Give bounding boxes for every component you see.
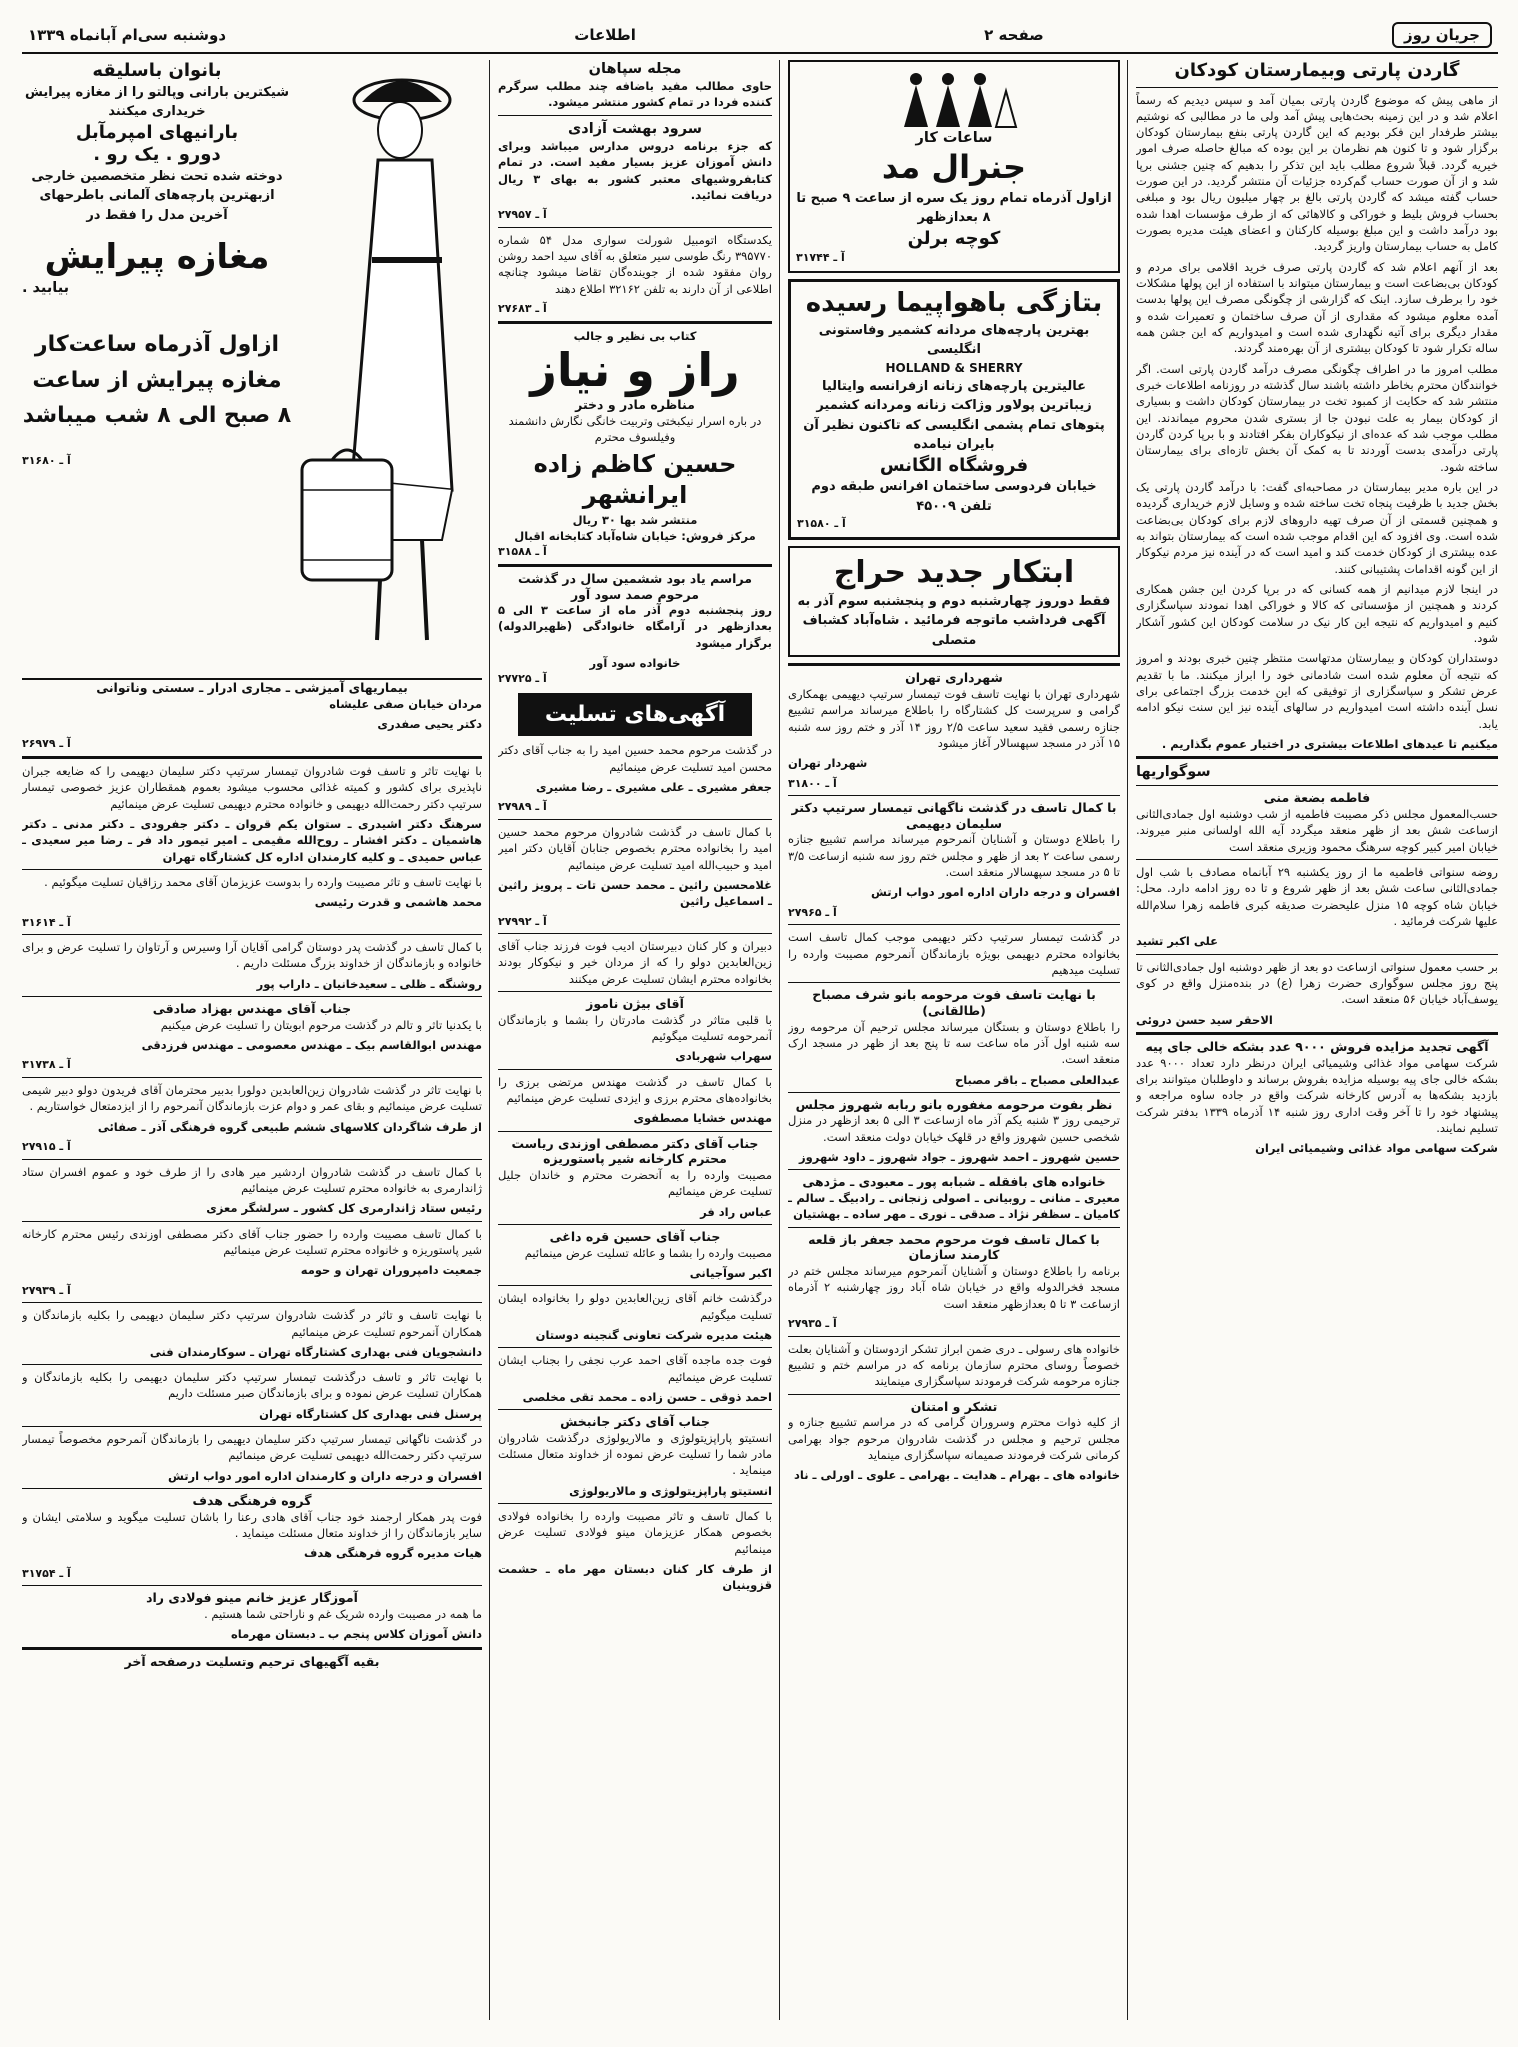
condolence-sign: انستیتو پاراپزیتولوژی و مالاریولوژی [569,1483,772,1498]
continued-footer: بقیه آگهیهای ترحیم وتسلیت درصفحه آخر [124,1653,380,1669]
condolence-body: فوت جده ماجده آقای احمد عرب نجفی را بجناب ایشان تسلیت عرض مینمائیم [498,1353,772,1384]
editorial-para: در این باره مدیر بیمارستان در مصاحبه‌ای گفت: با درآمد گاردن پارتی یک بخش جدید با ظرفیت پنجاه تخت ساخته شده و وسایل لازم خریداری گردیده و همچنین قسمتی از آن صرف تهیه داروهای لازم برای کودکان بی‌بضاعت شده است. وی افزود که این اقدام موجب شده است که بیمارستان بتواند به عده بیشتری از کودکان خدمت کند و امید است که در آینده نیز مردم نیکوکار از این گونه اقدامات پشتیبانی کنند. [1136,480,1498,576]
condolence-body: ما همه در مصیبت وارده شریک غم و ناراحتی شما هستیم . [204,1606,482,1621]
memorial-title: مراسم یاد بود ششمین سال در گذشت مرحوم صمد سود آور [518,570,752,602]
notice-title: خانواده های بافقله ـ شبابه پور ـ معبودی ـ مژدهی [802,1174,1106,1190]
condolence-body: با نهایت تاسف و تاثر در گذشت شادروان سرتیپ دکتر سلیمان دیهیمی را بکلیه بازماندگان و همکاران آنمرحوم تسلیت عرض مینمائیم [22,1308,482,1339]
ad-ref: آ ـ ۲۷۹۳۹ [22,1283,71,1297]
ad-ref: آ ـ ۲۷۹۹۲ [498,914,547,928]
ad-line: دورو . یک رو . [93,144,221,165]
condolence-title: جناب آقای مهندس بهزاد صادقی [152,1001,352,1017]
ad-line: زیباترین پولاور وژاکت زنانه ومردانه کشمیر [816,398,1092,414]
ad-ref: آ ـ ۲۷۹۵۷ [498,208,547,222]
auction-body: شرکت سهامی مواد غذائی وشیمیائی ایران درنظر دارد تعداد ۹۰۰۰ عدد بشکه خالی جای پیه بوسیله مزایده بفروش برساند و داوطلبان میتوانند برای بازدید بشکه‌ها به آدرس کارخانه شرکت واقع در جاده ساوه مراجعه و پیشنهاد خود را تا آخر وقت اداری روز شنبه ۱۴ آذرماه ۱۳۳۹ بدفتر شرکت تسلیم نمایند. [1136,1055,1498,1135]
editorial-para: بعد از آنهم اعلام شد که گاردن پارتی صرف خرید اقلامی برای مردم و کودکان بی‌بضاعت است و بیمارستان میتواند با استفاده از این پولها مشکلات خود را برطرف سازد. اینک که گزارشی از چگونگی مصرف این پولها بدست آمده معلوم میشود که مقداری از آن صرف ساختمان و تعمیرات شده و مقدار دیگری برای آتیه نگهداری شده است و امیدواریم که این جشن همه ساله تکرار شود تا کودکان بیشتری از آن بهره‌مند گردند. [1136,259,1498,356]
ad-line: بارانیهای امپرمآبل [75,121,239,143]
condolence-body: انستیتو پاراپزیتولوژی و مالاریولوژی درگذشت شادروان مادر شما را تسلیت عرض نموده از خداوند متعال مسئلت مینماید . [498,1430,772,1478]
ad-ref: آ ـ ۲۷۷۲۵ [498,672,547,686]
notice-ref: آ ـ ۲۷۹۳۵ [788,1316,837,1330]
general-mode-ad [788,60,1120,273]
notice-title: شهرداری تهران [905,670,1003,686]
editorial-para: مطلب امروز ما در اطراف چگونگی مصرف درآمد گاردن پارتی است. اگر خوانندگان محترم بخاطر داشته باشند سال گذشته در روزنامه اطلاعات خبری منتشر شد که حکایت از کمبود تخت در بیمارستان کودکان داشت و بسیاری از کودکان بیمار به علت نبودن جا از بستری شدن محروم میماندند. این مطلب موجب شد که عده‌ای از نیکوکاران بفکر افتادند و با برپا کردن گاردن پارتی درآمدی بدست آوردند تا به کمک آن بخش تازه‌ای برای بیمارستان ساخته شود. [1136,361,1498,474]
condolence-sign: عباس راد فر [700,1204,772,1219]
lost-car-notice: یکدستگاه اتومبیل شورلت سواری مدل ۵۴ شماره ۳۹۵۷۷۰ رنگ طوسی سیر متعلق به آقای سید احمد روشن روان مفقود شده از جوینده‌گان تقاضا میشود چنانچه اطلاعی از آن دارند به تلفن ۳۲۱۶۲ اطلاع دهند [498,232,772,296]
condolence-body: با یکدنیا تاثر و تالم در گذشت مرحوم ابویتان را تسلیت عرض میکنیم [160,1017,482,1032]
ad-line: بهترین پارچه‌های مردانه کشمیر وفاستونی انگلیسی [818,322,1090,358]
condolence-sign: روشنگه ـ ظلی ـ سعیدخانیان ـ داراب پور [256,976,482,991]
notice-body: برنامه را باطلاع دوستان و آشنایان آنمرحوم میرساند مجلس ختم در مسجد فخرالدوله واقع در خیابان شاه آباد روز چهارشنبه ۲ آذرماه ازساعت ۳ تا ۵ بعدازظهر منعقد است [788,1264,1120,1311]
issue-date: دوشنبه سی‌ام آبانماه ۱۳۳۹ [28,26,227,44]
sale-ad [788,546,1120,658]
ad-ref: آ ـ ۲۶۹۷۹ [22,737,71,751]
condolence-body: در گذشت ناگهانی تیمسار سرتیپ دکتر سلیمان دیهیمی را بازماندگان آنمرحوم مخصوصاً تیمسار سرتیپ دکتر رحمت‌الله دیهیمی تسلیت عرض مینمائیم [22,1432,482,1463]
ad-ref: آ ـ ۳۱۶۸۰ [22,453,71,467]
ad-body: فقط دوروز چهارشنبه دوم و پنجشنبه سوم آذر به آگهی فرداشب ماتوجه فرمائید . شاه‌آباد کشباف متصلی [797,593,1111,648]
mourning-notice: حسب‌المعمول مجلس ذکر مصیبت فاطمیه از شب دوشنبه اول جمادی‌الثانی ازساعت شش بعد از ظهر منعقد میگردد آیه الله اولسانی منبر میروند. خیابان امیر کبیر کوچه سرهنگ محمود وزیری منعقد است [1136,807,1498,854]
condolence-title: گروه فرهنگی هدف [192,1493,312,1509]
ad-title: بتازگی باهواپیما رسیده [805,287,1103,318]
notice-title: با نهایت تاسف فوت مرحومه بانو شرف مصباح (طالقانی) [812,987,1096,1018]
condolence-sign: از طرف کار کنان دبستان مهر ماه ـ حشمت قزوینیان [498,1562,772,1593]
magazine-body: حاوی مطالب مفید باضافه چند مطلب سرگرم کننده فردا در تمام کشور منتشر میشود. [498,79,772,110]
condolence-body: با کمال تاسف مصیبت وارده را حضور جناب آقای دکتر مصطفی اوزندی رئیس محترم کارخانه شیر پاستوریزه و خانواده محترم تسلیت عرض مینمائیم [22,1226,482,1257]
condolence-body: با نهایت تاثر و تاسف درگذشت تیمسار سرتیپ دکتر سلیمان دیهیمی را بکلیه بازماندگان و همکاران تسلیت عرض نموده و برای بازماندگان صبر مسئلت داریم [22,1370,482,1401]
ad-store: مغازه پیرایش [44,237,270,277]
fashion-figures-icon [884,67,1024,129]
notice-ref: آ ـ ۲۷۹۶۵ [788,905,837,919]
ad-ref: آ ـ ۲۷۶۸۳ [498,302,547,316]
editorial-para: دوستداران کودکان و بیمارستان مدتهاست منتظر چنین خبری بودند و امروز که نتیجه آن معلوم شده است شادمانی خود را ابراز میکنند. ما با تقدیم عرض تشکر و سپاسگزاری از توفیقی که این خدمت بزرگ اجتماعی برای نسل آینده داشته است امیدواریم در سالهای آینده نیز این سنت نیکو ادامه یابد. [1136,651,1498,731]
condolence-sign: غلامحسین راثین ـ محمد حسن تات ـ پرویز راثین ـ اسماعیل راثین [498,877,772,909]
condolence-body: درگذشت خانم آقای زین‌العابدین دولو را بخانواده ایشان تسلیت میگوئیم [498,1291,772,1322]
book-tag: کتاب بی نظیر و جالب [573,328,697,343]
mourning-sign: الاحقر سید حسن دروئی [1136,1012,1273,1027]
notice-title: تشکر و امتنان [910,1398,998,1414]
condolence-sign: هیئت مدیره شرکت تعاونی گنجینه دوستان [535,1327,772,1342]
ad-ref: آ ـ ۳۱۷۵۴ [22,1566,71,1580]
condolence-sign: افسران و درجه داران و کارمندان اداره امور دواب ارتش [167,1468,482,1483]
magazine-title: مجله سپاهان [588,61,682,77]
condolence-body: در گذشت مرحوم محمد حسین امید را به جناب آقای دکتر محسن امید تسلیت عرض مینمائیم [498,743,772,774]
ad-ref: آ ـ ۳۱۶۱۴ [22,915,71,929]
notice-body: خانواده های رسولی ـ دری ضمن ابراز تشکر ازدوستان و آشنایان بعلت خصوصاً روسای محترم سازمان برنامه که در مراسم ختم و تشییع جنازه مرحومه شرکت فرمودند سپاسگزاری مینمایند [788,1341,1120,1389]
condolence-banner: آگهی‌های تسلیت [518,693,752,736]
ad-ref: آ ـ ۳۱۷۴۴ [796,251,845,265]
masthead [22,18,1498,54]
condolence-body: با نهایت تاثر و تاسف فوت شادروان تیمسار سرتیپ دکتر سلیمان دیهیمی را که ضایعه جبران ناپذیری برای کشور و کمیته غذائی محسوب میشود بعموم همقطاران عزیز خصوصی تیمسار سرتیپ دکتر رحمت‌الله دیهیمی و خانواده محترم دیهیمی تسلیت عرض مینمائیم [22,763,482,811]
column-editorial [1136,60,1498,2026]
notice-sign: شهردار تهران [788,756,868,771]
book-body: در باره اسرار نیکبختی وتربیت خانگی نگارش دانشمند وفیلسوف محترم [508,413,762,444]
condolence-sign: از طرف شاگردان کلاسهای ششم طبیعی گروه فرهنگی آذر ـ صفائی [97,1119,482,1134]
column-divider [779,60,780,2020]
condolence-body: دبیران و کار کنان دبیرستان ادیب فوت فرزند جناب آقای زین‌العابدین دولو را که از مردان خیر و نیکوکار بودند بخانواده محترم ایشان تسلیت عرض میکنند [498,939,772,986]
notice-body: در گذشت تیمسار سرتیپ دکتر دیهیمی موجب کمال تاسف است بخانواده محترم دیهیمی بویژه بازماندگان آنمرحوم مصیبت وارده را تسلیت میدهیم [788,930,1120,977]
ad-ref: آ ـ ۲۷۹۱۵ [22,1139,71,1153]
anthem-body: که جزء برنامه دروس مدارس میباشد وبرای دانش آموزان عزیز بسیار مفید است. در تمام کتابفروشیهای معتبر کشور به بهای ۳ ریال دریافت نمائید. [498,138,772,202]
condolence-sign: هیات مدیره گروه فرهنگی هدف [303,1546,482,1561]
woman-with-suitcase-illustration [292,60,482,660]
ad-title: ابتکار جدید حراج [833,554,1075,590]
condolence-body: با کمال تاسف در گذشت شادروان مرحوم محمد حسین امید را بخانواده محترم بخصوص جنابان آقایان دکتر امیر امید و حبیب‌الله امید تسلیت عرض مینمائیم [498,824,772,872]
book-price: منتشر شد بها ۳۰ ریال [572,512,698,527]
notice-sign: خانواده های ـ بهرام ـ هدایت ـ بهرامی ـ علوی ـ اورلی ـ ناد [794,1468,1120,1483]
column-ads-notices [788,60,1120,2026]
notice-body: معیری ـ منانی ـ روبیانی ـ اصولی زنجانی ـ رادبیگ ـ سالم ـ کامیان ـ سظفر نژاد ـ صدقی ـ نوری ـ مهر ساده ـ بهشتیان [788,1191,1120,1222]
ad-brand: جنرال مد [881,148,1027,187]
condolence-sign: جمعیت دامپروران تهران و حومه [300,1263,482,1278]
memorial-sign: خانواده سود آور [589,656,681,671]
column-divider [489,60,490,2020]
notice-title: با کمال تاسف فوت مرحوم محمد جعفر باز قلعه کارمند سازمان [808,1231,1100,1263]
condolence-title: جناب آقای حسین قره داغی [549,1228,721,1244]
page-number: صفحه ۲ [984,26,1044,44]
condolence-sign: محمد هاشمی و قدرت رئیسی [314,895,482,910]
condolence-sign: احمد ذوقی ـ حسن زاده ـ محمد تقی مخلصی [522,1389,772,1404]
auction-title: آگهی تجدید مزایده فروش ۹۰۰۰ عدد بشکه خالی جای پیه [1145,1038,1489,1054]
condolence-sign: اکبر سوآجیانی [689,1265,772,1280]
ad-body: ازاول آذرماه تمام روز یک سره از ساعت ۹ صبح تا ۸ بعدازظهر [796,190,1112,226]
ad-ref: آ ـ ۳۱۵۸۸ [498,545,547,559]
notice-title: با کمال تاسف در گذشت ناگهانی تیمسار سرتیپ دکتر سلیمان دیهیمی [791,800,1117,831]
notice-body: ترحیمی روز ۳ شنبه یکم آذر ماه ازساعت ۳ الی ۵ بعد ازظهر در منزل شخصی حسین شهروز واقع در قلهک خیابان دولت منعقد است. [788,1113,1120,1144]
condolence-body: با نهایت تاثر در گذشت شادروان زین‌العابدین دولورا بدبیر محترمان آقای فریدون دولو دبیر شیمی تسلیت عرض مینمائیم و بقای عمر و دوام عزت بازماندگان آنمرحوم را از ایزدمتعال خواستاریم . [22,1083,482,1114]
notice-sign: عبدالعلی مصباح ـ باقر مصباح [954,1072,1120,1087]
column-logo: جریان روز [1392,22,1492,48]
condolence-sign: سهراب شهربادی [675,1049,772,1064]
condolence-body: با قلبی متاثر در گذشت مادرتان را بشما و بازماندگان آنمرحومه تسلیت میگوئیم [498,1012,772,1044]
condolence-sign: مهندس ابوالقاسم بیک ـ مهندس معصومی ـ مهندس فرزدقی [141,1038,482,1053]
notice-title: نظر بفوت مرحومه مغفوره بانو ربابه شهروز مجلس [795,1096,1113,1112]
condolence-body: با کمال تاسف در گذشت شادروان اردشیر میر هادی را از طرف خود و عموم افسران ستاد ژاندارمری به خانواده محترم تسلیت عرض مینمائیم [22,1164,482,1195]
ad-hours: ازاول آذرماه ساعت‌کار مغازه پیرایش از ساعت ۸ صبح الی ۸ شب میباشد [22,332,292,428]
doctor-body: مردان خیابان صفی علیشاه [329,696,482,711]
condolence-title: آقای بیژن ناموز [586,996,684,1012]
condolence-body: با نهایت تاسف و تاثر مصیبت وارده را بدوست عزیزمان آقای محمد رزاقیان تسلیت میگوئیم . [44,874,482,889]
book-author: حسین کاظم زاده ایرانشهر [533,450,737,510]
column-condolences [498,60,772,2026]
condolence-sign: پرسنل فنی بهداری کل کشتارگاه تهران [259,1406,482,1421]
editorial-para: از ماهی پیش که موضوع گاردن پارتی بمیان آمد و سپس دیدیم که رسماً اعلام شد و در این زمینه بحث‌هایی پیش آمد ولی ما در مطالبی که نوشتیم بیشتر طرفدار این فکر بودیم که این گاردن پارتی بنفع بیمارستان کودکان برگزار شود و تا کنون هم نظرمان بر این بوده که مبالغ حاصله صرف امور خیریه گردد. قبلاً شروع مطلب باید این تذکر را بدهیم که چنین جشنی برپا شد و از آن صورت حساب گم‌کرده جزئیات آن منتشر گردید. در این صورت حساب گفته میشد که گاردن پارتی بالغ بر چهار میلیون ریال بود و مبلغی بحساب فروش بلیط و خوراکی و کالاهائی که از طرف مؤسسات اهدا شده بود درآمد داشت و این مبلغ بوسیله کارکنان و اعضای هیئت مدیره بصورت کامل به حساب بیمارستان واریز گردید. [1136,92,1498,254]
ad-hours-label: ساعات کار [915,130,993,146]
condolence-body: مصیبت وارده را بشما و عائله تسلیت عرض مینمائیم [524,1245,772,1260]
ad-line: عالیترین پارچه‌های زنانه ازفرانسه وایتالیا [821,378,1086,394]
ad-line: بیابید . [22,280,70,297]
notice-body: را باطلاع دوستان و بستگان میرساند مجلس ترحیم آن مرحومه روز سه شنبه اول آذر ماه ساعت سه تا پنج بعد از ظهر در مسجد ارک منعقد است. [788,1019,1120,1067]
notice-sign: حسین شهروز ـ احمد شهروز ـ جواد شهروز ـ داود شهروز [799,1150,1120,1165]
ad-store: فروشگاه الگانس [879,454,1029,476]
fatemeh-heading: فاطمه بضعة منی [1263,790,1371,806]
book-subtitle: مناظره مادر و دختر [575,396,695,412]
notice-sign: افسران و درجه داران اداره امور دواب ارتش [870,885,1120,900]
ad-line: دوخته شده تحت نظر متخصصین خارجی ازبهترین پارچه‌های آلمانی باطرحهای آخرین مدل را فقط در [31,168,283,223]
doctor-title: بیماریهای آمیزشی ـ مجاری ادرار ـ سستی وناتوانی [96,680,408,695]
editorial-title: گاردن پارتی وبیمارستان کودکان [1174,60,1460,81]
book-title: راز و نیاز [530,343,740,398]
book-address: مرکز فروش: خیابان شاه‌آباد کتابخانه اقبال [514,528,756,543]
pirayesh-ad [22,60,482,680]
condolence-title: جناب آقای دکتر جانبخش [560,1414,710,1430]
column-fashion-condolences [22,60,482,2026]
condolence-sign: رئیس ستاد ژاندارمری کل کشور ـ سرلشگر معزی [206,1201,482,1216]
mourning-heading: سوگواریها [1136,764,1211,781]
condolence-sign: سرهنگ دکتر اشیدری ـ ستوان یکم قروان ـ دکتر جفرودی ـ دکتر مدنی ـ دکتر هاشمیان ـ دکتر افشار ـ روح‌الله مقیمی ـ امیر تیمور داد فر ـ رضا میر سعیدی ـ عباس حمیدی ـ و کلیه کارمندان اداره کل کشتارگاه تهران [22,816,482,864]
condolence-sign: دانشجویان فنی بهداری کشتارگاه تهران ـ سوکارمندان فنی [149,1344,482,1359]
condolence-body: با کمال تاسف در گذشت پدر دوستان گرامی آقایان آرا وسیرس و آرتاوان را تسلیت عرض و برای خانواده و بازماندگان از خداوند بزرگ مسئلت داریم . [22,940,482,971]
condolence-body: فوت پدر همکار ارجمند خود جناب آقای هادی رعنا را باشان تسلیت میگوید و سلامتی ایشان و سایر بازماندگان را از خداوند متعال مسئلت مینماید . [22,1509,482,1541]
paper-name: اطلاعات [574,26,636,44]
ad-ref: آ ـ ۳۱۷۳۸ [22,1058,71,1072]
auction-sign: شرکت سهامی مواد غذائی وشیمیائی ایران [1255,1141,1498,1156]
notice-body: را باطلاع دوستان و آشنایان آنمرحوم میرساند مراسم تشییع جنازه رسمی ساعت ۲ بعد از ظهر و مجلس ختم روز سه شنبه ازساعت ۳/۵ تا ۵ در مسجد سپهسالار منعقد است. [788,832,1120,880]
ad-latin-brand: HOLLAND & SHERRY [885,360,1023,375]
ad-ref: آ ـ ۳۱۵۸۰ [797,517,846,531]
ad-line: پتوهای تمام پشمی انگلیسی که تاکنون نظیر آن بایران نیامده [803,417,1105,453]
condolence-body: مصیبت وارده را به آنحضرت محترم و خاندان جلیل تسلیت عرض مینمائیم [498,1167,772,1199]
condolence-body: با کمال تاسف در گذشت مهندس مرتضی برزی را بخانواده‌های محترم برزی و ایزدی تسلیت عرض مینمائیم [498,1074,772,1106]
notice-body: از کلیه ذوات محترم وسروران گرامی که در مراسم تشییع جنازه و مجلس ترحیم و مجلس در گذشت شادروان مرحوم جواد بهرامی کرمانی شرکت فرمودند صمیمانه سپاسگزاری مینماید [788,1415,1120,1462]
memorial-body: روز پنجشنبه دوم آذر ماه از ساعت ۳ الی ۵ بعدازظهر در آرامگاه خانوادگی (ظهیرالدوله) برگزار میشود [498,603,772,650]
ad-ref: آ ـ ۲۷۹۸۹ [498,800,547,814]
newspaper-page [22,18,1498,2028]
doctor-sign: دکتر یحیی صفدری [377,716,482,731]
mourning-sign: علی اکبر تشید [1136,934,1219,949]
mourning-notice: بر حسب معمول سنواتی ازساعت دو بعد از ظهر دوشنبه اول جمادی‌الثانی تا پنج روز مجلس سوگواری حضرت زهرا (ع) در بنده‌منزل واقع در کوی یوسف‌آباد خیابان ۵۶ منعقد است. [1136,959,1498,1007]
notice-ref: آ ـ ۳۱۸۰۰ [788,776,837,790]
ad-line: شیکترین بارانی وپالتو را از مغازه پیرایش خریداری میکنند [25,84,289,119]
notice-body: شهرداری تهران با نهایت تاسف فوت تیمسار سرتیپ دیهیمی بهمکاری گرامی و سرپرست کل کشتارگاه را باطلاع میرساند مراسم تشییع جنازه رسمی فقید سعید ساعت ۲/۵ روز ۱۴ آذر و ختم روز سه شنبه ۱۵ آذر در مسجد سپهسالار آغاز میشود [788,686,1120,750]
ad-title: بانوان باسلیقه [92,60,222,81]
editorial-para: در اینجا لازم میدانیم از همه کسانی که در برپا کردن این جشن همکاری کردند و همچنین از مؤسساتی که کالا و خوراکی اهدا نمودند سپاسگزاری کنیم و امیدواریم که نتیجه این کار نیک در سلامت کودکان این کشور آشکار شود. [1136,582,1498,645]
condolence-sign: مهندس خشایا مصطفوی [633,1111,772,1126]
editorial-sign: میکنیم تا عیدهای اطلاعات بیشتری در اختیار عموم بگذاریم . [1161,736,1498,751]
condolence-title: جناب آقای دکتر مصطفی اوزندی ریاست محترم کارخانه شیر پاستوریزه [511,1135,759,1167]
anthem-title: سرود بهشت آزادی [568,120,702,137]
ad-address: خیابان فردوسی ساختمان افرانس طبقه دوم تلفن ۴۵۰۰۹ [811,479,1097,514]
condolence-sign: جعفر مشیری ـ علی مشیری ـ رضا مشیری [536,779,772,794]
mourning-notice: روضه سنواتی فاطمیه ما از روز یکشنبه ۲۹ آبانماه مصادف با شب اول جمادی‌الثانی ساعت شش بعد از ظهر شروع و تا ده روز ادامه دارد. محل: خیابان شاه کوچه ۱۵ منزل علیحضرت صدیقه کبری فاطمه زهرا سلام‌الله علیها شرکت فرمائید . [1136,865,1498,929]
condolence-sign: دانش آموزان کلاس پنجم ب ـ دبستان مهرماه [230,1627,482,1642]
ad-address: کوچه برلن [907,227,1001,249]
elegance-ad [788,279,1120,540]
column-divider [1127,60,1128,2020]
condolence-title: آموزگار عزیز خانم مینو فولادی راد [146,1590,358,1606]
condolence-body: با کمال تاسف و تاثر مصیبت وارده را بخانواده فولادی بخصوص همکار عزیزمان مینو فولادی تسلیت عرض مینمائیم [498,1509,772,1556]
